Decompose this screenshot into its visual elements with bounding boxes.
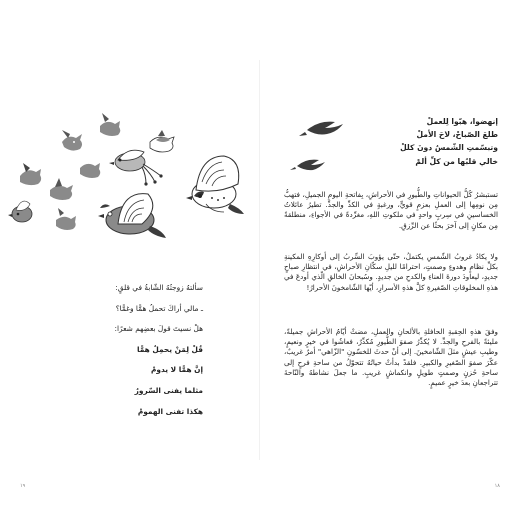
page-number: ١٨ (494, 483, 500, 489)
page-gutter (259, 60, 260, 460)
bird-illustration (98, 194, 166, 238)
paragraph: تستبشرُ كُلُّ الحيواناتِ والطُّيورِ في الأحراشِ، بِفاتحةِ اليومِ الجميلِ، فتهبُّ مِن نومِها إلى العملِ بعزمٍ قويٍّ، ورغبةٍ في الكدِّ والجدِّ. تطيرُ عائلاتُ الخساسينِ في سِربٍ واحدٍ في ملكوتِ اللهِ، مغرِّدةً في الأجواءِ، منطلقةً مِن مكانٍ إلى آخرَ بحثًا عن الرِّزقِ. (284, 190, 498, 230)
poem-line: إنهضوا، هبّوا لِلعملْ (426, 117, 498, 126)
poem-line: ـ مالي أراكَ تحملُ همًّا وغمًّا؟ (115, 303, 203, 313)
birds-illustration (0, 0, 259, 520)
poem-line: طلعَ الصّباحْ، لاحَ الأملْ (416, 130, 498, 140)
right-poem (298, 115, 498, 168)
poem-line: سألتهُ زوجتُهُ الشّابةُ في قلقٍ: (115, 283, 203, 292)
bird-illustration (150, 130, 174, 152)
bird-illustration (20, 163, 41, 185)
left-page (0, 0, 259, 520)
bird-illustration (62, 130, 82, 151)
bird-illustration (56, 208, 76, 230)
poem-line: خالي قلبُها من كلِّ ألمْ (415, 156, 498, 166)
poem-line: وتبسّمتِ الشّمسُ دونَ كللْ (400, 143, 498, 153)
bird-illustration (80, 163, 100, 178)
paragraph: ولا يكادُ غروبُ الشّمسِ يكتملُ، حتّى يؤوبَ السِّربُ إلى أوكارِهِ المكينةِ بكلِّ نظامٍ وهدوءٍ وصمتٍ، احترامًا لليلِ سكّانِ الأحراشِ، في انتظارِ صباحٍ جديدٍ، ليعاودَ دورةَ العناءِ والكدحِ من جديدٍ. وسُبحانَ الخالقِ الّذي أودعَ في هذهِ المخلوقاتِ الصّغيرةِ كلَّ هذهِ الأسرارِ، أيّها الشّامخونَ الأحرارُ! (284, 252, 498, 292)
bird-illustration (50, 178, 73, 200)
bird-illustration (8, 201, 32, 222)
right-page (261, 0, 520, 520)
bird-illustration (100, 113, 120, 136)
poem-line: قُلْ لِمَنْ يحمِلُ همًّا (136, 344, 203, 354)
poem-line: هلْ نسيتَ قولَ بعضِهم شعرًا: (114, 324, 203, 334)
bird-illustration (109, 150, 163, 185)
page-number: ١٩ (20, 483, 26, 489)
left-poem (23, 278, 203, 422)
poem-line: إنَّ همًّا لا يدومْ (151, 365, 203, 375)
paragraph: وفقَ هذهِ الحِقبةِ الحافلةِ بالألحانِ والعملِ، مضتْ أيّامُ الأحراشِ جميلةً، مليئةً بالفرحِ والجدِّ. لا يُكدِّرُ صفوَ الطُّيورِ مُكدِّرٌ، فعاشُوا في خيرٍ ونعيمٍ، وطيبِ عيشٍ مثلَ الشّامخينَ. إلى أنْ حدثَ للخسّونِ "الزّاهي" أمرٌ غريبٌ، عكّرَ صفوَ الصّغيرِ والكبيرِ. فلقدْ بدأتْ حياتُهُ تتحوّلُ من ساحةِ فرحٍ إلى ساحةِ حُزنٍ وصمتٍ طويلٍ وانكماشٍ غريبٍ. ما جعلَ نشاطهُ والنّاحةَ تتراجعانِ بعدَ خيرٍ عميمٍ. (284, 327, 498, 388)
poem-line: هكذا تفنى الهمومْ (137, 406, 203, 416)
poem-line: مثلما يفنى السّرورُ (134, 385, 203, 395)
bird-illustration (186, 156, 244, 214)
